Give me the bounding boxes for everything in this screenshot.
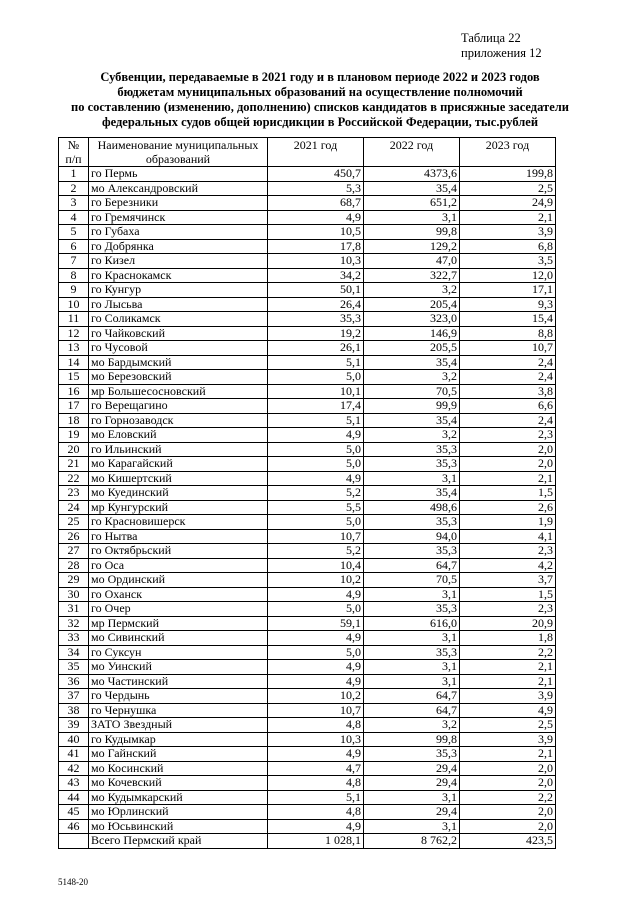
municipality-name: го Оса bbox=[89, 558, 268, 573]
row-number: 39 bbox=[59, 718, 89, 733]
table-row bbox=[59, 558, 556, 573]
municipality-name: мо Кочевский bbox=[89, 776, 268, 791]
value-2022: 64,7 bbox=[364, 558, 460, 573]
row-number: 9 bbox=[59, 283, 89, 298]
value-2023: 4,2 bbox=[460, 558, 556, 573]
value-2022: 29,4 bbox=[364, 776, 460, 791]
row-number: 24 bbox=[59, 500, 89, 515]
table-row bbox=[59, 645, 556, 660]
value-2022: 3,1 bbox=[364, 471, 460, 486]
municipality-name: го Оханск bbox=[89, 587, 268, 602]
value-2022: 322,7 bbox=[364, 268, 460, 283]
table-row bbox=[59, 384, 556, 399]
value-2023: 1,9 bbox=[460, 515, 556, 530]
table-header-row bbox=[59, 138, 556, 167]
value-2022: 47,0 bbox=[364, 254, 460, 269]
value-2023: 6,8 bbox=[460, 239, 556, 254]
row-number: 7 bbox=[59, 254, 89, 269]
value-2023: 3,9 bbox=[460, 732, 556, 747]
table-row bbox=[59, 297, 556, 312]
table-row bbox=[59, 544, 556, 559]
value-2021: 4,9 bbox=[268, 674, 364, 689]
row-number: 19 bbox=[59, 428, 89, 443]
municipality-name: го Чусовой bbox=[89, 341, 268, 356]
municipality-name: го Соликамск bbox=[89, 312, 268, 327]
row-number: 6 bbox=[59, 239, 89, 254]
value-2022: 3,1 bbox=[364, 631, 460, 646]
row-number: 28 bbox=[59, 558, 89, 573]
municipality-name: мо Уинский bbox=[89, 660, 268, 675]
table-row bbox=[59, 268, 556, 283]
row-number: 10 bbox=[59, 297, 89, 312]
value-2021: 5,3 bbox=[268, 181, 364, 196]
value-2023: 2,0 bbox=[460, 442, 556, 457]
value-2021: 26,1 bbox=[268, 341, 364, 356]
table-row bbox=[59, 805, 556, 820]
row-number: 36 bbox=[59, 674, 89, 689]
row-number: 46 bbox=[59, 819, 89, 834]
value-2021: 10,3 bbox=[268, 254, 364, 269]
row-number bbox=[59, 834, 89, 849]
municipality-name: мо Частинский bbox=[89, 674, 268, 689]
value-2021: 10,7 bbox=[268, 529, 364, 544]
municipality-name: го Краснокамск bbox=[89, 268, 268, 283]
value-2021: 10,2 bbox=[268, 573, 364, 588]
table-row bbox=[59, 326, 556, 341]
value-2022: 616,0 bbox=[364, 616, 460, 631]
value-2023: 1,5 bbox=[460, 486, 556, 501]
table-row bbox=[59, 312, 556, 327]
table-row bbox=[59, 660, 556, 675]
title-line: Субвенции, передаваемые в 2021 году и в плановом периоде 2022 и 2023 годов bbox=[100, 70, 540, 84]
table-row bbox=[59, 732, 556, 747]
municipality-name: ЗАТО Звездный bbox=[89, 718, 268, 733]
value-2023: 15,4 bbox=[460, 312, 556, 327]
value-2022: 35,4 bbox=[364, 413, 460, 428]
row-number: 17 bbox=[59, 399, 89, 414]
value-2023: 8,8 bbox=[460, 326, 556, 341]
table-row bbox=[59, 486, 556, 501]
title-line: бюджетам муниципальных образований на осуществление полномочий bbox=[117, 85, 523, 99]
value-2022: 29,4 bbox=[364, 805, 460, 820]
value-2022: 35,4 bbox=[364, 181, 460, 196]
value-2023: 2,0 bbox=[460, 457, 556, 472]
value-2023: 2,3 bbox=[460, 544, 556, 559]
row-number: 1 bbox=[59, 167, 89, 182]
value-2023: 2,2 bbox=[460, 790, 556, 805]
value-2021: 17,4 bbox=[268, 399, 364, 414]
municipality-name: го Добрянка bbox=[89, 239, 268, 254]
value-2023: 2,0 bbox=[460, 761, 556, 776]
row-number: 26 bbox=[59, 529, 89, 544]
value-2023: 199,8 bbox=[460, 167, 556, 182]
value-2021: 4,9 bbox=[268, 819, 364, 834]
row-number: 31 bbox=[59, 602, 89, 617]
value-2021: 4,9 bbox=[268, 587, 364, 602]
value-2022: 129,2 bbox=[364, 239, 460, 254]
value-2023: 2,1 bbox=[460, 660, 556, 675]
value-2022: 35,3 bbox=[364, 747, 460, 762]
table-row bbox=[59, 587, 556, 602]
value-2023: 17,1 bbox=[460, 283, 556, 298]
title-line: федеральных судов общей юрисдикции в Российской Федерации, тыс.рублей bbox=[101, 115, 539, 129]
row-number: 34 bbox=[59, 645, 89, 660]
value-2021: 4,8 bbox=[268, 776, 364, 791]
value-2021: 5,1 bbox=[268, 355, 364, 370]
table-row bbox=[59, 239, 556, 254]
value-2023: 2,0 bbox=[460, 819, 556, 834]
table-row bbox=[59, 529, 556, 544]
value-2022: 8 762,2 bbox=[364, 834, 460, 849]
table-row bbox=[59, 399, 556, 414]
value-2023: 6,6 bbox=[460, 399, 556, 414]
municipality-name: го Пермь bbox=[89, 167, 268, 182]
municipality-name: го Березники bbox=[89, 196, 268, 211]
value-2021: 4,8 bbox=[268, 718, 364, 733]
value-2022: 3,1 bbox=[364, 660, 460, 675]
row-number: 12 bbox=[59, 326, 89, 341]
table-row bbox=[59, 370, 556, 385]
value-2023: 2,3 bbox=[460, 428, 556, 443]
value-2021: 50,1 bbox=[268, 283, 364, 298]
value-2023: 2,4 bbox=[460, 355, 556, 370]
table-row bbox=[59, 457, 556, 472]
row-number: 5 bbox=[59, 225, 89, 240]
value-2022: 64,7 bbox=[364, 703, 460, 718]
subventions-table bbox=[58, 137, 556, 849]
row-number: 43 bbox=[59, 776, 89, 791]
value-2021: 10,7 bbox=[268, 703, 364, 718]
document-title bbox=[40, 70, 600, 130]
value-2021: 10,5 bbox=[268, 225, 364, 240]
table-row bbox=[59, 471, 556, 486]
value-2021: 5,0 bbox=[268, 457, 364, 472]
municipality-name: го Губаха bbox=[89, 225, 268, 240]
table-row bbox=[59, 819, 556, 834]
value-2021: 10,2 bbox=[268, 689, 364, 704]
table-row bbox=[59, 428, 556, 443]
row-number: 35 bbox=[59, 660, 89, 675]
table-row bbox=[59, 718, 556, 733]
value-2022: 35,3 bbox=[364, 442, 460, 457]
table-row bbox=[59, 689, 556, 704]
row-number: 32 bbox=[59, 616, 89, 631]
value-2022: 323,0 bbox=[364, 312, 460, 327]
municipality-name: мр Большесосновский bbox=[89, 384, 268, 399]
header-name: Наименование муниципальных образований bbox=[89, 138, 268, 167]
municipality-name: го Верещагино bbox=[89, 399, 268, 414]
value-2021: 5,0 bbox=[268, 515, 364, 530]
municipality-name: го Лысьва bbox=[89, 297, 268, 312]
value-2022: 35,3 bbox=[364, 515, 460, 530]
row-number: 21 bbox=[59, 457, 89, 472]
value-2023: 12,0 bbox=[460, 268, 556, 283]
municipality-name: мо Юсьвинский bbox=[89, 819, 268, 834]
table-reference bbox=[461, 31, 542, 61]
table-row bbox=[59, 703, 556, 718]
value-2023: 1,5 bbox=[460, 587, 556, 602]
table-row bbox=[59, 515, 556, 530]
row-number: 18 bbox=[59, 413, 89, 428]
municipality-name: го Гремячинск bbox=[89, 210, 268, 225]
value-2021: 5,0 bbox=[268, 602, 364, 617]
row-number: 33 bbox=[59, 631, 89, 646]
value-2021: 59,1 bbox=[268, 616, 364, 631]
row-number: 20 bbox=[59, 442, 89, 457]
table-row bbox=[59, 761, 556, 776]
value-2023: 20,9 bbox=[460, 616, 556, 631]
table-row bbox=[59, 181, 556, 196]
value-2022: 3,2 bbox=[364, 718, 460, 733]
value-2023: 2,1 bbox=[460, 210, 556, 225]
value-2021: 5,1 bbox=[268, 790, 364, 805]
value-2021: 4,7 bbox=[268, 761, 364, 776]
header-2023: 2023 год bbox=[460, 138, 556, 167]
municipality-name: го Кудымкар bbox=[89, 732, 268, 747]
value-2022: 35,4 bbox=[364, 486, 460, 501]
municipality-name: мо Сивинский bbox=[89, 631, 268, 646]
header-num: № п/п bbox=[59, 138, 89, 167]
table-row bbox=[59, 674, 556, 689]
value-2022: 651,2 bbox=[364, 196, 460, 211]
value-2022: 99,8 bbox=[364, 225, 460, 240]
value-2022: 3,1 bbox=[364, 790, 460, 805]
municipality-name: го Красновишерск bbox=[89, 515, 268, 530]
value-2023: 423,5 bbox=[460, 834, 556, 849]
row-number: 40 bbox=[59, 732, 89, 747]
table-row bbox=[59, 631, 556, 646]
value-2021: 4,9 bbox=[268, 428, 364, 443]
municipality-name: го Нытва bbox=[89, 529, 268, 544]
row-number: 3 bbox=[59, 196, 89, 211]
row-number: 27 bbox=[59, 544, 89, 559]
row-number: 25 bbox=[59, 515, 89, 530]
row-number: 30 bbox=[59, 587, 89, 602]
value-2023: 2,6 bbox=[460, 500, 556, 515]
table-row bbox=[59, 167, 556, 182]
value-2022: 3,2 bbox=[364, 428, 460, 443]
value-2023: 2,4 bbox=[460, 370, 556, 385]
municipality-name: мо Карагайский bbox=[89, 457, 268, 472]
row-number: 29 bbox=[59, 573, 89, 588]
value-2022: 70,5 bbox=[364, 573, 460, 588]
value-2021: 5,0 bbox=[268, 645, 364, 660]
municipality-name: мо Косинский bbox=[89, 761, 268, 776]
value-2022: 205,5 bbox=[364, 341, 460, 356]
value-2021: 34,2 bbox=[268, 268, 364, 283]
value-2023: 3,7 bbox=[460, 573, 556, 588]
row-number: 42 bbox=[59, 761, 89, 776]
value-2021: 10,4 bbox=[268, 558, 364, 573]
table-row bbox=[59, 442, 556, 457]
value-2021: 4,9 bbox=[268, 660, 364, 675]
municipality-name: мо Кишертский bbox=[89, 471, 268, 486]
value-2022: 64,7 bbox=[364, 689, 460, 704]
table-row bbox=[59, 283, 556, 298]
value-2022: 35,3 bbox=[364, 645, 460, 660]
value-2022: 3,1 bbox=[364, 587, 460, 602]
value-2022: 3,1 bbox=[364, 210, 460, 225]
municipality-name: го Кизел bbox=[89, 254, 268, 269]
row-number: 15 bbox=[59, 370, 89, 385]
value-2021: 26,4 bbox=[268, 297, 364, 312]
value-2022: 205,4 bbox=[364, 297, 460, 312]
municipality-name: го Кунгур bbox=[89, 283, 268, 298]
value-2021: 4,9 bbox=[268, 631, 364, 646]
row-number: 22 bbox=[59, 471, 89, 486]
value-2023: 2,5 bbox=[460, 718, 556, 733]
municipality-name: го Суксун bbox=[89, 645, 268, 660]
document-code: 5148-20 bbox=[58, 877, 88, 887]
table-row bbox=[59, 355, 556, 370]
value-2021: 4,9 bbox=[268, 210, 364, 225]
value-2022: 3,2 bbox=[364, 370, 460, 385]
table-row bbox=[59, 341, 556, 356]
value-2022: 99,8 bbox=[364, 732, 460, 747]
table-row bbox=[59, 573, 556, 588]
municipality-name: мо Березовский bbox=[89, 370, 268, 385]
value-2023: 9,3 bbox=[460, 297, 556, 312]
table-row bbox=[59, 776, 556, 791]
value-2021: 4,9 bbox=[268, 471, 364, 486]
value-2021: 5,1 bbox=[268, 413, 364, 428]
value-2022: 4373,6 bbox=[364, 167, 460, 182]
municipality-name: го Чернушка bbox=[89, 703, 268, 718]
value-2021: 1 028,1 bbox=[268, 834, 364, 849]
value-2021: 450,7 bbox=[268, 167, 364, 182]
table-row bbox=[59, 225, 556, 240]
title-line: по составлению (изменению, дополнению) списков кандидатов в присяжные заседатели bbox=[71, 100, 569, 114]
value-2022: 3,2 bbox=[364, 283, 460, 298]
value-2023: 1,8 bbox=[460, 631, 556, 646]
value-2021: 5,0 bbox=[268, 442, 364, 457]
value-2023: 3,9 bbox=[460, 225, 556, 240]
municipality-name: го Чердынь bbox=[89, 689, 268, 704]
value-2022: 99,9 bbox=[364, 399, 460, 414]
row-number: 45 bbox=[59, 805, 89, 820]
value-2023: 2,5 bbox=[460, 181, 556, 196]
table-number: Таблица 22 bbox=[461, 31, 521, 45]
value-2023: 2,3 bbox=[460, 602, 556, 617]
municipality-name: го Чайковский bbox=[89, 326, 268, 341]
value-2021: 4,9 bbox=[268, 747, 364, 762]
municipality-name: мо Ординский bbox=[89, 573, 268, 588]
value-2022: 498,6 bbox=[364, 500, 460, 515]
row-number: 8 bbox=[59, 268, 89, 283]
value-2022: 29,4 bbox=[364, 761, 460, 776]
value-2023: 3,9 bbox=[460, 689, 556, 704]
municipality-name: мо Юрлинский bbox=[89, 805, 268, 820]
value-2023: 2,2 bbox=[460, 645, 556, 660]
row-number: 11 bbox=[59, 312, 89, 327]
row-number: 23 bbox=[59, 486, 89, 501]
municipality-name: мо Куединский bbox=[89, 486, 268, 501]
value-2022: 35,3 bbox=[364, 457, 460, 472]
value-2021: 4,8 bbox=[268, 805, 364, 820]
value-2021: 5,5 bbox=[268, 500, 364, 515]
table-row bbox=[59, 747, 556, 762]
value-2023: 2,0 bbox=[460, 805, 556, 820]
value-2022: 70,5 bbox=[364, 384, 460, 399]
municipality-name: го Октябрьский bbox=[89, 544, 268, 559]
value-2022: 35,4 bbox=[364, 355, 460, 370]
value-2021: 19,2 bbox=[268, 326, 364, 341]
row-number: 14 bbox=[59, 355, 89, 370]
value-2021: 35,3 bbox=[268, 312, 364, 327]
municipality-name: го Горнозаводск bbox=[89, 413, 268, 428]
value-2021: 10,1 bbox=[268, 384, 364, 399]
total-row bbox=[59, 834, 556, 849]
value-2023: 2,1 bbox=[460, 471, 556, 486]
value-2023: 24,9 bbox=[460, 196, 556, 211]
municipality-name: го Очер bbox=[89, 602, 268, 617]
value-2022: 3,1 bbox=[364, 819, 460, 834]
municipality-name: мо Еловский bbox=[89, 428, 268, 443]
table-row bbox=[59, 413, 556, 428]
value-2022: 146,9 bbox=[364, 326, 460, 341]
value-2021: 17,8 bbox=[268, 239, 364, 254]
table-row bbox=[59, 616, 556, 631]
table-row bbox=[59, 602, 556, 617]
header-2022: 2022 год bbox=[364, 138, 460, 167]
row-number: 38 bbox=[59, 703, 89, 718]
value-2023: 2,4 bbox=[460, 413, 556, 428]
row-number: 13 bbox=[59, 341, 89, 356]
table-row bbox=[59, 254, 556, 269]
value-2023: 2,1 bbox=[460, 674, 556, 689]
row-number: 16 bbox=[59, 384, 89, 399]
row-number: 44 bbox=[59, 790, 89, 805]
row-number: 2 bbox=[59, 181, 89, 196]
table-row bbox=[59, 500, 556, 515]
row-number: 37 bbox=[59, 689, 89, 704]
value-2022: 3,1 bbox=[364, 674, 460, 689]
value-2023: 4,9 bbox=[460, 703, 556, 718]
table-row bbox=[59, 196, 556, 211]
value-2023: 3,8 bbox=[460, 384, 556, 399]
header-2021: 2021 год bbox=[268, 138, 364, 167]
value-2022: 94,0 bbox=[364, 529, 460, 544]
value-2022: 35,3 bbox=[364, 602, 460, 617]
value-2021: 5,0 bbox=[268, 370, 364, 385]
value-2023: 2,1 bbox=[460, 747, 556, 762]
municipality-name: Всего Пермский край bbox=[89, 834, 268, 849]
table-row bbox=[59, 790, 556, 805]
row-number: 41 bbox=[59, 747, 89, 762]
value-2021: 5,2 bbox=[268, 544, 364, 559]
table-row bbox=[59, 210, 556, 225]
value-2023: 2,0 bbox=[460, 776, 556, 791]
value-2023: 4,1 bbox=[460, 529, 556, 544]
municipality-name: мр Кунгурский bbox=[89, 500, 268, 515]
municipality-name: мо Александровский bbox=[89, 181, 268, 196]
municipality-name: го Ильинский bbox=[89, 442, 268, 457]
municipality-name: мо Кудымкарский bbox=[89, 790, 268, 805]
appendix-number: приложения 12 bbox=[461, 46, 542, 60]
value-2021: 68,7 bbox=[268, 196, 364, 211]
value-2022: 35,3 bbox=[364, 544, 460, 559]
municipality-name: мо Бардымский bbox=[89, 355, 268, 370]
value-2023: 10,7 bbox=[460, 341, 556, 356]
municipality-name: мо Гайнский bbox=[89, 747, 268, 762]
value-2021: 5,2 bbox=[268, 486, 364, 501]
row-number: 4 bbox=[59, 210, 89, 225]
value-2021: 10,3 bbox=[268, 732, 364, 747]
municipality-name: мр Пермский bbox=[89, 616, 268, 631]
value-2023: 3,5 bbox=[460, 254, 556, 269]
